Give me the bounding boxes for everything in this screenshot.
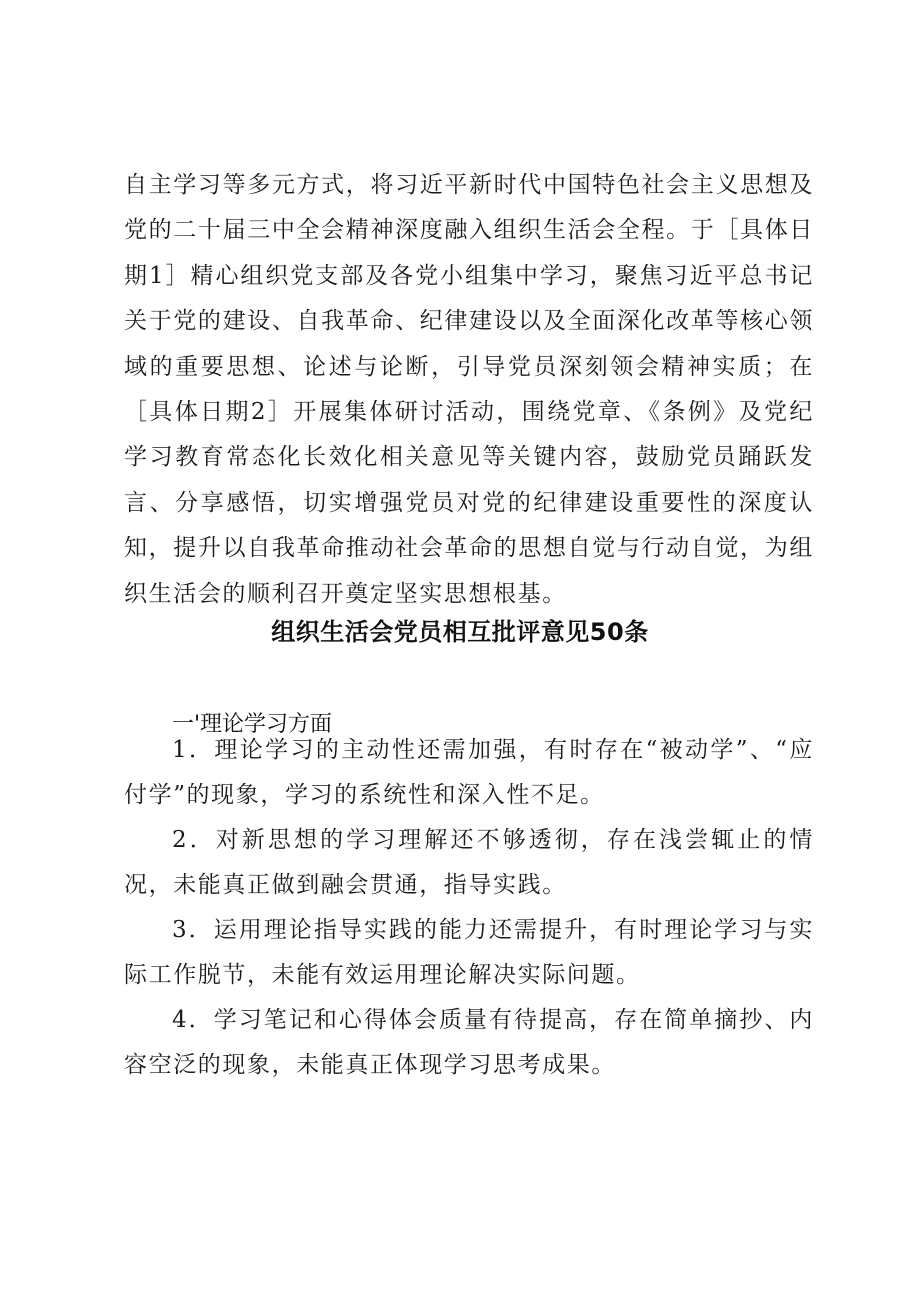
list-item: 4．学习笔记和心得体会质量有待提高，存在简单摘抄、内容空泛的现象，未能真正体现学习思考成果。 <box>124 1007 814 1079</box>
list-item: 1．理论学习的主动性还需加强，有时存在“被动学”、“应付学”的现象，学习的系统性和深入性不足。 <box>124 737 814 809</box>
section-heading-theory-study: 一'理论学习方面 <box>172 712 333 737</box>
list-item: 3．运用理论指导实践的能力还需提升，有时理论学习与实际工作脱节，未能有效运用理论解决实际问题。 <box>124 917 814 989</box>
intro-paragraph: 自主学习等多元方式，将习近平新时代中国特色社会主义思想及党的二十届三中全会精神深度融入组织生活会全程。于［具体日期1］精心组织党支部及各党小组集中学习，聚焦习近平总书记关于党的建设、自我革命、纪律建设以及全面深化改革等核心领域的重要思想、论述与论断，引导党员深刻领会精神实质；在［具体日期2］开展集体研讨活动，围绕党章、《条例》及党纪学习教育常态化长效化相关意见等关键内容，鼓励党员踊跃发言、分享感悟，切实增强党员对党的纪律建设重要性的深度认知，提升以自我革命推动社会革命的思想自觉与行动自觉，为组织生活会的顺利召开奠定坚实思想根基。 <box>124 172 814 607</box>
list-item: 2．对新思想的学习理解还不够透彻，存在浅尝辄止的情况，未能真正做到融会贯通，指导实践。 <box>124 827 814 899</box>
document-title: 组织生活会党员相互批评意见50条 <box>271 618 649 646</box>
